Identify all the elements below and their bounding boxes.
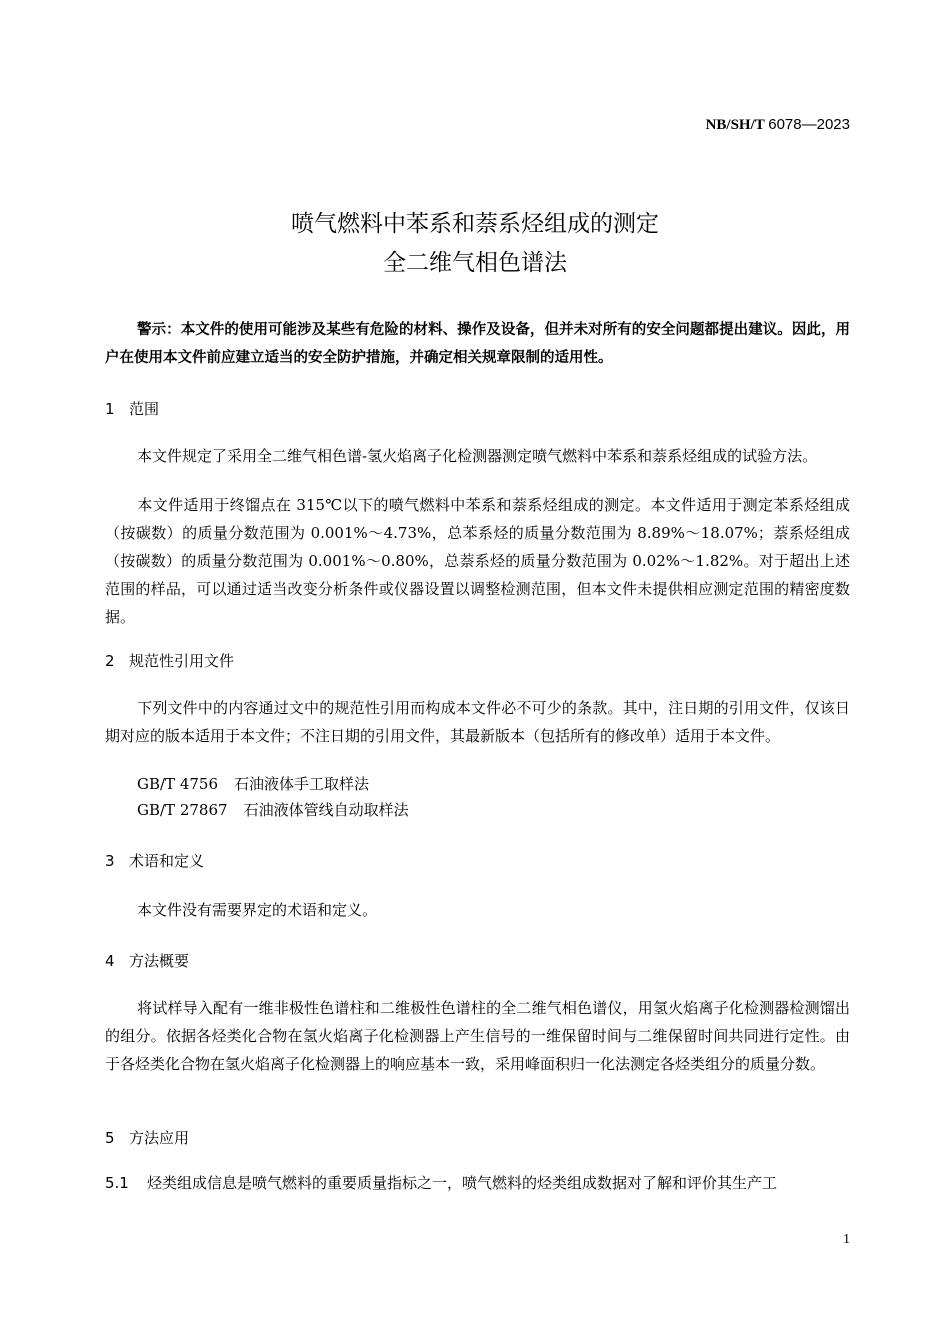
standard-prefix: NB/SH/T — [705, 117, 765, 133]
paragraph-text: 本文件规定了采用全二维气相色谱-氢火焰离子化检测器测定喷气燃料中苯系和萘系烃组成的试验方法。 — [137, 447, 818, 465]
reference-title: 石油液体管线自动取样法 — [243, 801, 409, 819]
standard-number: 6078—2023 — [768, 116, 850, 133]
reference-item — [137, 799, 409, 820]
method-summary-paragraph — [105, 994, 850, 1078]
section-heading-5 — [105, 1127, 189, 1148]
terms-paragraph — [105, 896, 850, 924]
reference-code: GB/T 27867 — [137, 801, 228, 819]
reference-title: 石油液体手工取样法 — [234, 775, 370, 793]
document-title: 喷气燃料中苯系和萘系烃组成的测定 — [291, 211, 659, 237]
section-heading-4 — [105, 950, 189, 971]
reference-item — [137, 773, 369, 794]
section-title: 规范性引用文件 — [129, 652, 235, 670]
section-title: 范围 — [129, 400, 160, 418]
scope-paragraph-1 — [105, 442, 850, 470]
clause-number: 5.1 — [105, 1174, 129, 1192]
section-title: 方法概要 — [129, 952, 190, 970]
warning-text: 警示：本文件的使用可能涉及某些有危险的材料、操作及设备，但并未对所有的安全问题都提出建议。因此，用户在使用本文件前应建立适当的安全防护措施，并确定相关规章限制的适用性。 — [105, 322, 850, 366]
section-number: 1 — [105, 400, 115, 418]
page-number: 1 — [843, 1232, 850, 1247]
section-number: 2 — [105, 652, 115, 670]
section-heading-3 — [105, 850, 204, 871]
document-subtitle: 全二维气相色谱法 — [383, 250, 567, 276]
reference-code: GB/T 4756 — [137, 775, 219, 793]
normative-references-paragraph — [105, 694, 850, 750]
paragraph-text: 本文件适用于终馏点在 315℃以下的喷气燃料中苯系和萘系烃组成的测定。本文件适用于测定苯系烃组成（按碳数）的质量分数范围为 0.001%～4.73%，总苯系烃的质量分数范围为 8.89%～18.07%；萘系烃组成（按碳数）的质量分数范围为 0.001%～0.80%，总萘系烃的质量分数范围为 0.02%～1.82%。对于超出上述范围的样品，可以通过适当改变分析条件或仪器设置以调整检测范围，但本文件未提供相应测定范围的精密度数据。 — [105, 496, 850, 626]
standard-code — [706, 116, 850, 134]
section-heading-1 — [105, 398, 159, 419]
section-number: 5 — [105, 1129, 115, 1147]
paragraph-text: 下列文件中的内容通过文中的规范性引用而构成本文件必不可少的条款。其中，注日期的引用文件，仅该日期对应的版本适用于本文件；不注日期的引用文件，其最新版本（包括所有的修改单）适用于本文件。 — [105, 699, 850, 745]
paragraph-text: 本文件没有需要界定的术语和定义。 — [137, 901, 378, 919]
section-number: 3 — [105, 852, 115, 870]
clause-text: 烃类组成信息是喷气燃料的重要质量指标之一，喷气燃料的烃类组成数据对了解和评价其生产工 — [147, 1174, 778, 1192]
section-number: 4 — [105, 952, 115, 970]
clause-5-1 — [105, 1172, 850, 1193]
section-title: 方法应用 — [129, 1129, 190, 1147]
warning-notice — [105, 316, 850, 372]
paragraph-text: 将试样导入配有一维非极性色谱柱和二维极性色谱柱的全二维气相色谱仪，用氢火焰离子化检测器检测馏出的组分。依据各烃类化合物在氢火焰离子化检测器上产生信号的一维保留时间与二维保留时间共同进行定性。由于各烃类化合物在氢火焰离子化检测器上的响应基本一致，采用峰面积归一化法测定各烃类组分的质量分数。 — [105, 999, 850, 1073]
section-heading-2 — [105, 650, 234, 671]
section-title: 术语和定义 — [129, 852, 205, 870]
scope-paragraph-2 — [105, 491, 850, 631]
